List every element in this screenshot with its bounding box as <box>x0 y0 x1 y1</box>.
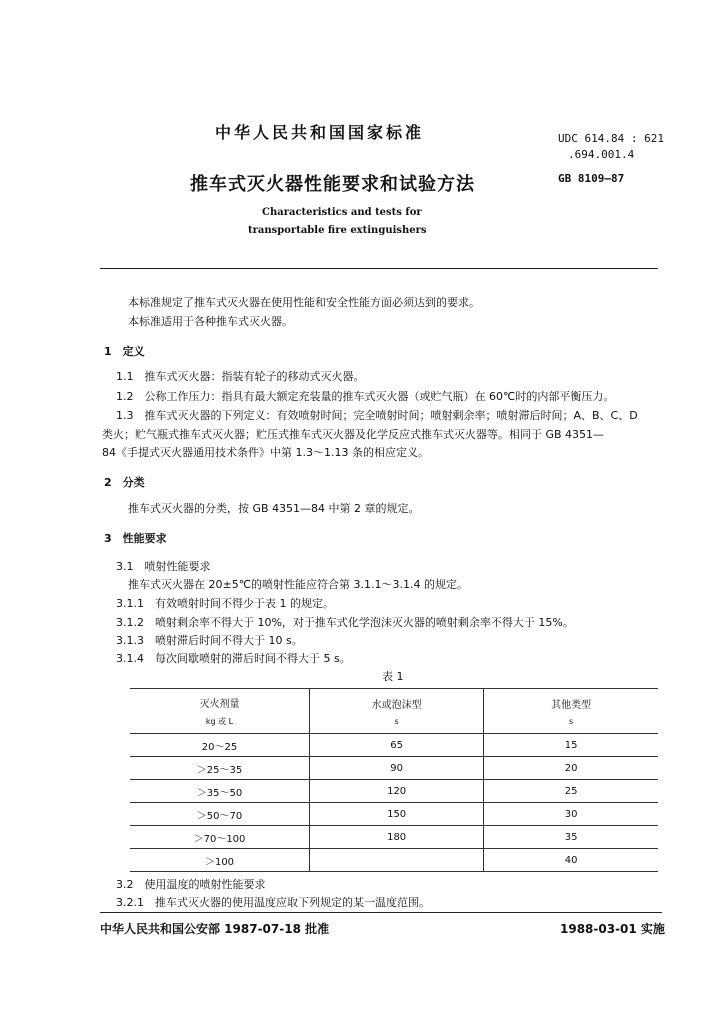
table-cell: 150 <box>310 803 484 826</box>
intro-paragraph-2: 本标准适用于各种推车式灭火器。 <box>128 315 293 328</box>
clause-3-2-1: 3.2.1 推车式灭火器的使用温度应取下列规定的某一温度范围。 <box>116 896 430 909</box>
table-caption: 表 1 <box>382 670 404 683</box>
header-label: 灭火剂量 <box>199 699 240 710</box>
clause-1-2: 1.2 公称工作压力：指具有最大额定充装量的推车式灭火器（或贮气瓶）在 60℃时的内部平衡压力。 <box>116 390 615 403</box>
header-divider <box>100 268 658 269</box>
clause-1-1: 1.1 推车式灭火器：指装有轮子的移动式灭火器。 <box>116 370 365 383</box>
header-label: 其他类型 <box>551 700 592 711</box>
table-cell: ＞35～50 <box>130 780 310 803</box>
clause-3-1: 3.1 喷射性能要求 <box>116 560 211 573</box>
section-2-heading: 2 分类 <box>104 476 145 489</box>
table-row <box>130 826 658 849</box>
header-unit: kg 或 L <box>205 717 234 726</box>
english-title-line2: transportable fire extinguishers <box>248 225 427 236</box>
table-cell: ＞70～100 <box>130 826 310 849</box>
table-cell: 20～25 <box>130 734 310 757</box>
table-header-row <box>130 689 658 734</box>
table-row <box>130 780 658 803</box>
table-row <box>130 803 658 826</box>
table-1 <box>130 688 658 872</box>
clause-3-2: 3.2 使用温度的喷射性能要求 <box>116 878 266 891</box>
standard-number: GB 8109—87 <box>558 172 625 185</box>
clause-3-1-4: 3.1.4 每次间歇喷射的滞后时间不得大于 5 s。 <box>116 652 351 665</box>
clause-3-1-3: 3.1.3 喷射滞后时间不得大于 10 s。 <box>116 634 303 647</box>
table-cell: 65 <box>310 734 484 757</box>
clause-3-1-1: 3.1.1 有效喷射时间不得少于表 1 的规定。 <box>116 597 334 610</box>
clause-3-1-text: 推车式灭火器在 20±5℃的喷射性能应符合第 3.1.1～3.1.4 的规定。 <box>128 578 469 591</box>
table-cell: 180 <box>310 826 484 849</box>
header-unit: s <box>394 717 399 726</box>
approval-line: 中华人民共和国公安部 1987-07-18 批准 <box>100 922 330 936</box>
footer-divider <box>100 912 662 913</box>
table-cell: 15 <box>484 734 658 757</box>
table-cell: 35 <box>484 826 658 849</box>
table-header-cell <box>130 689 310 734</box>
table-cell: 20 <box>484 757 658 780</box>
english-title-line1: Characteristics and tests for <box>262 207 422 218</box>
table-cell: ＞50～70 <box>130 803 310 826</box>
document-title: 推车式灭火器性能要求和试验方法 <box>190 174 475 195</box>
table-row <box>130 757 658 780</box>
clause-1-3-line1: 1.3 推车式灭火器的下列定义：有效喷射时间；完全喷射时间；喷射剩余率；喷射滞后时间；A、B、C、D <box>116 409 638 422</box>
section-2-text: 推车式灭火器的分类，按 GB 4351—84 中第 2 章的规定。 <box>128 502 420 515</box>
table-cell <box>310 849 484 872</box>
table-cell: 25 <box>484 780 658 803</box>
clause-1-3-line2: 类火；贮气瓶式推车式灭火器；贮压式推车式灭火器及化学反应式推车式灭火器等。相同于 GB 4351— <box>102 428 605 441</box>
intro-paragraph-1: 本标准规定了推车式灭火器在使用性能和安全性能方面必须达到的要求。 <box>128 296 480 309</box>
header-label: 水或泡沫型 <box>371 700 422 711</box>
table-row <box>130 849 658 872</box>
table-cell: ＞100 <box>130 849 310 872</box>
clause-1-3-line3: 84《手提式灭火器通用技术条件》中第 1.3～1.13 条的相应定义。 <box>102 446 429 459</box>
table-cell: 40 <box>484 849 658 872</box>
table-row <box>130 734 658 757</box>
table-cell: 90 <box>310 757 484 780</box>
standard-organization: 中华人民共和国国家标准 <box>215 123 425 142</box>
table-cell: 120 <box>310 780 484 803</box>
table-cell: 30 <box>484 803 658 826</box>
clause-3-1-2: 3.1.2 喷射剩余率不得大于 10%，对于推车式化学泡沫灭火器的喷射剩余率不得大于 15%。 <box>116 616 574 629</box>
section-3-heading: 3 性能要求 <box>104 532 167 545</box>
udc-code-line1: UDC 614.84 : 621 <box>558 132 664 145</box>
section-1-heading: 1 定义 <box>104 345 145 358</box>
table-cell: ＞25～35 <box>130 757 310 780</box>
header-unit: s <box>569 717 574 726</box>
table-header-cell <box>484 689 658 734</box>
effective-date: 1988-03-01 实施 <box>560 922 665 936</box>
udc-code-line2: .694.001.4 <box>568 148 635 161</box>
table-header-cell <box>310 689 484 734</box>
